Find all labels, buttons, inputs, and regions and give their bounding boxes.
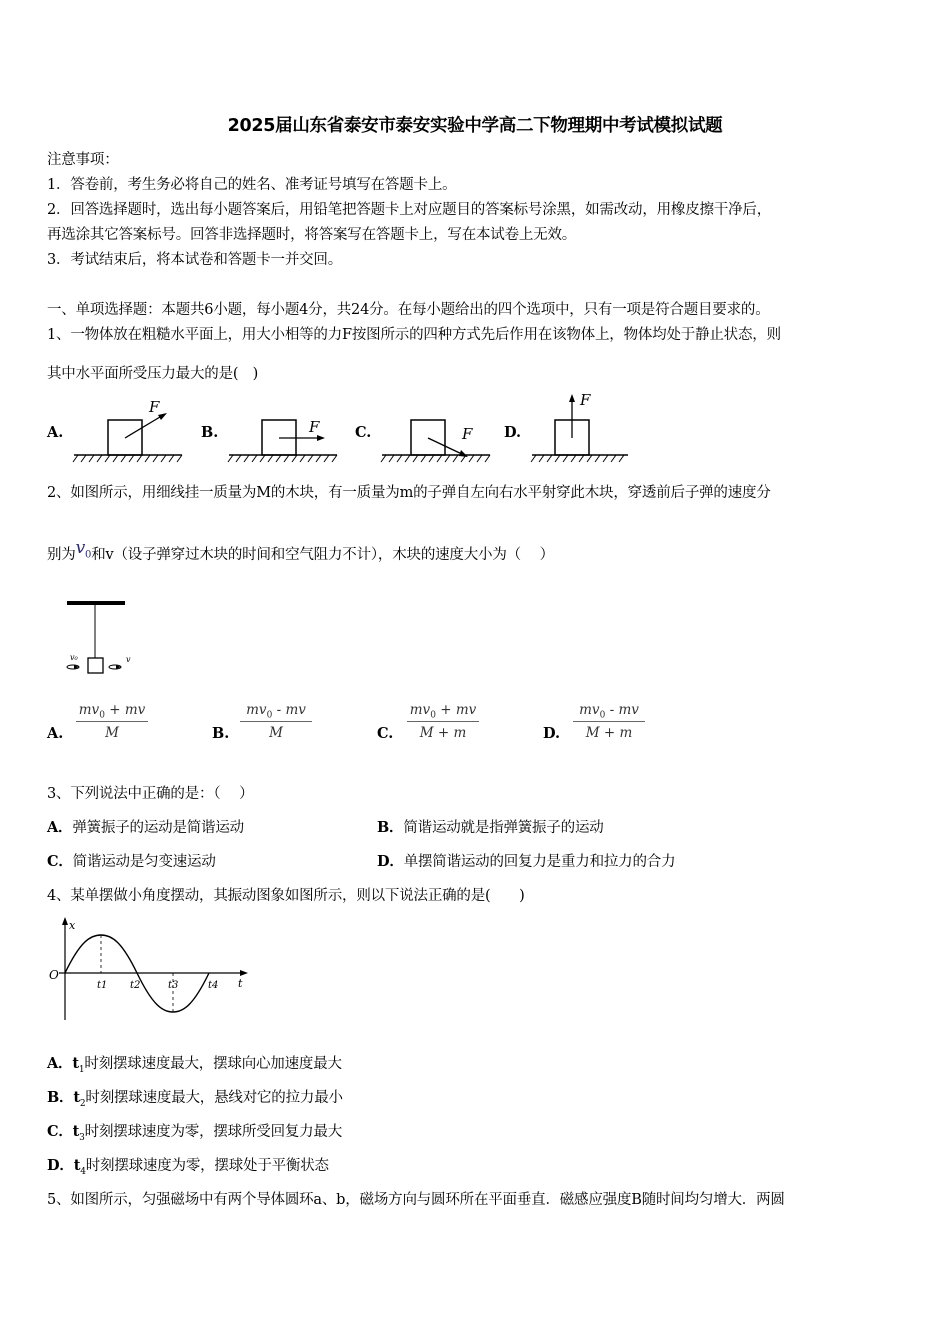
q2-c-num-op: + mv	[435, 702, 477, 718]
q5-stem-line1: 5、如图所示，匀强磁场中有两个导体圆环a、b，磁场方向与圆环所在平面垂直．磁感应强度B随时间均匀增大．两圆	[47, 1192, 785, 1208]
q1-d-force-label: F	[580, 391, 591, 409]
q2-a-num-sub: 0	[99, 710, 105, 721]
q3-option-a	[47, 818, 244, 838]
q4-option-d-t: t	[73, 1157, 81, 1174]
q4-option-a	[47, 1054, 342, 1080]
q4-tick-t2: t2	[130, 980, 141, 991]
q1-figure-b	[225, 392, 340, 466]
notice-item-2: 2．回答选择题时，选出每小题答案后，用铅笔把答题卡上对应题目的答案标号涂黑，如需改动，用橡皮擦干净后，	[47, 202, 772, 218]
q2-d-num-sub: 0	[599, 710, 606, 721]
q4-tick-t4: t4	[208, 980, 219, 991]
section-heading: 一、单项选择题：本题共6小题，每小题4分，共24分。在每小题给出的四个选项中，只有一项是符合题目要求的。	[47, 302, 770, 318]
q4-option-c-label: C．	[47, 1123, 73, 1140]
q4-option-c-text: 时刻摆球速度为零，摆球所受回复力最大	[84, 1124, 343, 1140]
q4-origin-label: O	[49, 968, 59, 982]
notice-heading: 注意事项：	[47, 152, 119, 168]
q4-option-d	[47, 1156, 329, 1182]
q2-a-den: M	[105, 725, 119, 741]
q1-stem-line1: 1、一物体放在粗糙水平面上，用大小相等的力F按图所示的四种方式先后作用在该物体上，物体均处于静止状态，则	[47, 327, 781, 343]
q1-option-b-label: B.	[201, 424, 219, 441]
q2-stem-prefix: 别为	[47, 547, 76, 563]
q3-option-b	[377, 818, 604, 838]
q2-option-b-fraction	[238, 700, 314, 742]
q2-fig-v-label: v	[126, 655, 131, 664]
q2-v0-letter: v	[75, 538, 86, 558]
q1-figure-c	[378, 392, 493, 466]
q2-fig-v0-label: v₀	[70, 653, 78, 662]
q3-stem: 3、下列说法中正确的是：（ ）	[47, 786, 254, 802]
q2-b-num-sub: 0	[266, 710, 273, 721]
page-title: 2025届山东省泰安市泰安实验中学高二下物理期中考试模拟试题	[227, 116, 723, 136]
q1-option-c-label: C.	[355, 424, 372, 441]
q4-option-b	[47, 1088, 343, 1114]
q4-option-b-label: B．	[47, 1089, 74, 1106]
q2-stem-line1: 2、如图所示，用细线挂一质量为M的木块，有一质量为m的子弹自左向右水平射穿此木块，穿透前后子弹的速度分	[47, 485, 771, 501]
q2-c-den: M + m	[419, 725, 467, 741]
notice-item-1: 1．答卷前，考生务必将自己的姓名、准考证号填写在答题卡上。	[47, 177, 457, 193]
q4-option-c-t: t	[72, 1123, 80, 1140]
q2-b-num-a: mv	[246, 702, 267, 718]
q2-a-num-a: mv	[78, 702, 100, 718]
q3-option-c-text: 简谐运动是匀变速运动	[72, 854, 216, 870]
q2-option-d-label: D.	[543, 725, 561, 742]
q4-option-a-sub: 1	[78, 1064, 85, 1075]
q3-option-a-label: A．	[47, 819, 73, 836]
q1-a-force-label: F	[149, 398, 160, 416]
q3-option-d-label: D．	[377, 853, 404, 870]
q2-v0-sub: 0	[85, 549, 92, 561]
q4-tick-t3: t3	[168, 980, 179, 991]
q2-option-b-label: B.	[212, 725, 230, 742]
q4-stem: 4、某单摆做小角度摆动，其振动图象如图所示，则以下说法正确的是( )	[47, 888, 525, 904]
q3-option-c-label: C．	[47, 853, 73, 870]
q2-d-num-a: mv	[579, 702, 600, 718]
q3-option-d	[377, 852, 675, 872]
notice-item-2-cont: 再选涂其它答案标号。回答非选择题时，将答案写在答题卡上，写在本试卷上无效。	[47, 227, 577, 243]
q4-option-d-label: D．	[47, 1157, 74, 1174]
q1-option-a-label: A.	[47, 424, 64, 441]
q4-option-a-label: A．	[47, 1055, 73, 1072]
q2-b-num-op: - mv	[272, 702, 306, 718]
q4-tick-t1: t1	[97, 980, 108, 991]
q3-option-d-text: 单摆简谐运动的回复力是重力和拉力的合力	[403, 854, 676, 870]
q2-a-num-op: + mv	[104, 702, 146, 718]
q2-c-num-sub: 0	[430, 710, 436, 721]
q4-option-b-sub: 2	[79, 1098, 86, 1109]
q2-d-den: M + m	[585, 725, 633, 741]
q4-option-a-text: 时刻摆球速度最大，摆球向心加速度最大	[84, 1056, 342, 1072]
notice-item-3: 3．考试结束后，将本试卷和答题卡一并交回。	[47, 252, 343, 268]
q4-y-axis-label: x	[69, 919, 76, 932]
q4-option-c-sub: 3	[79, 1132, 85, 1143]
q4-vibration-graph	[45, 915, 260, 1025]
q1-stem-line2: 其中水平面所受压力最大的是( )	[47, 366, 259, 382]
q4-x-axis-label: t	[238, 977, 243, 990]
q1-option-d-label: D.	[504, 424, 522, 441]
q1-figure-d	[528, 392, 638, 466]
q2-stem-line2	[47, 538, 554, 571]
q2-v0-symbol	[75, 538, 92, 561]
q2-option-d-fraction	[571, 700, 647, 742]
q1-b-force-label: F	[309, 418, 320, 436]
q2-pendulum-figure	[62, 596, 142, 678]
q2-option-c-fraction	[405, 700, 481, 742]
q2-stem-suffix: 和v（设子弹穿过木块的时间和空气阻力不计），木块的速度大小为（ ）	[91, 547, 554, 563]
q1-figure-a	[70, 392, 185, 466]
q3-option-a-text: 弹簧振子的运动是简谐运动	[72, 820, 244, 836]
q4-option-d-sub: 4	[80, 1166, 86, 1177]
q2-b-den: M	[269, 725, 283, 741]
q2-option-c-label: C.	[377, 725, 394, 742]
q1-c-force-label: F	[462, 425, 473, 443]
q3-option-b-text: 简谐运动就是指弹簧振子的运动	[403, 820, 604, 836]
q2-c-num-a: mv	[409, 702, 431, 718]
q4-option-c	[47, 1122, 342, 1148]
q3-option-c	[47, 852, 216, 872]
q4-option-b-t: t	[73, 1089, 80, 1106]
q2-option-a-fraction	[74, 700, 150, 742]
q3-option-b-label: B．	[377, 819, 404, 836]
q2-option-a-label: A.	[47, 725, 64, 742]
q4-option-d-text: 时刻摆球速度为零，摆球处于平衡状态	[85, 1158, 329, 1174]
q4-option-b-text: 时刻摆球速度最大，悬线对它的拉力最小	[85, 1090, 343, 1106]
q2-d-num-op: - mv	[605, 702, 639, 718]
q4-option-a-t: t	[72, 1055, 79, 1072]
